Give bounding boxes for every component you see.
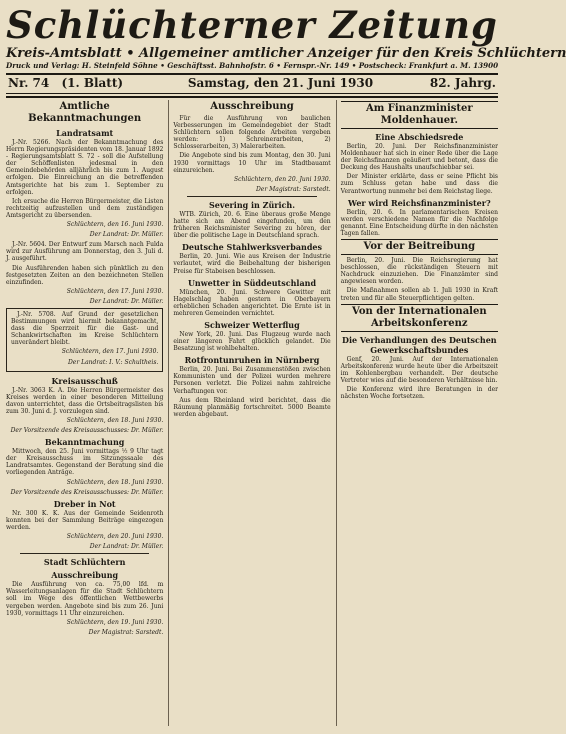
notice-date: Schlüchtern, den 18. Juni 1930. [66,478,164,486]
article-text: Die Maßnahmen sollen ab 1. Juli 1930 in Kraft treten und für alle Steuerpflichtigen gelten. [340,287,498,302]
notice-text: J.-Nr. 5604. Der Entwurf zum Marsch nach Fulda wird zur Ausführung am Donnerstag, den 3. Juli d. J. ausgeführt. [6,241,164,263]
subsection-heading: Bekanntmachung [44,437,125,448]
notice-signature: Der Landrat: Dr. Müller. [89,297,164,305]
notice-signature: Der Landrat: Dr. Müller. [89,543,164,551]
article-subheading: Die Verhandlungen des Deutschen Gewerkschaftsbundes [342,334,497,355]
article-text: Die Angebote sind bis zum Montag, den 30. Juni 1930 vormittags 10 Uhr im Stadtbauamt einzureichen. [173,152,331,174]
masthead [6,3,566,71]
section-divider [20,553,149,554]
article-heading: Vor der Beitreibung [341,239,498,255]
article-text: Für die Ausführung von baulichen Verbesserungen im Gemeindegebiet der Stadt Schlüchtern sollen folgende Arbeiten vergeben werden: 1) Schreinerarbeiten, 2) Schlosserarbeiten, 3) Malerarbeiten. [173,115,331,151]
subsection-heading: Stadt Schlüchtern [43,557,126,568]
notice-signature: Der Vorsitzende des Kreisausschusses: Dr. Müller. [10,488,164,496]
notice-date: Schlüchtern, den 18. Juni 1930. [66,417,164,424]
dateline-rule [6,93,498,94]
newspaper-title: Schlüchterner Zeitung [6,3,498,47]
article-text: WTB. Zürich, 20. 6. Eine überaus große Menge hatte sich am Abend eingefunden, um den früheren Reichsminister Severing zu hören, der über die politische Lage in Deutschland sprach. [173,210,331,240]
section-divider [187,196,316,197]
article-heading: Deutsche Stahlwerksverbandes [181,242,323,253]
notice-text: J.-Nr. 3063 K. A. Die Herren Bürgermeister des Kreises werden in einer besonderen Mitteilung davon unterrichtet, dass die Ortsbeitragslisten bis zum 30. Juni d. J. vorzulegen sind. [6,386,164,415]
notice-date: Schlüchtern, den 20. Juni 1930. [66,533,164,541]
subsection-heading: Dreber in Not [53,498,116,509]
notice-signature: Der Magistrat: Sarstedt. [88,628,164,636]
article-columns [6,100,498,726]
subsection-heading: Kreisausschuß [51,375,118,386]
article-text: München, 20. Juni. Schwere Gewitter mit Hagelschlag haben gestern in Oberbayern erheblichen Schaden angerichtet. Die Ernte ist in mehreren Gemeinden vernichtet. [173,288,331,317]
dateline-rule-bottom [6,96,498,98]
notice-signature: Der Vorsitzende des Kreisausschusses: Dr. Müller. [10,427,164,435]
article-heading: Von der Internationalen Arbeitskonferenz [341,304,498,332]
article-text: Berlin, 20. Juni. Bei Zusammenstößen zwischen Kommunisten und der Polizei wurden mehrere Personen verletzt. Die Polizei nahm zahlreiche Verhaftungen vor. [173,366,331,395]
column-politics [336,100,498,726]
notice-text: Ich ersuche die Herren Bürgermeister, die Listen rechtzeitig aufzustellen und dem zuständigen Amtsgericht zu übersenden. [6,197,164,219]
notice-date: Schlüchtern, den 17. Juni 1930. [61,348,159,356]
notice-text: J.-Nr. 5708. Auf Grund der gesetzlichen Bestimmungen wird hiermit bekanntgemacht, dass die Sperrzeit für die Gast- und Schankwirtschaften im Kreise Schlüchtern unverändert bleibt. [11,310,159,347]
sheet-label: (1. Blatt) [61,76,124,90]
article-text: Genf, 20. Juni. Auf der Internationalen Arbeitskonferenz wurde heute über die Arbeitszeit im Kohlenbergbau verhandelt. Der deutsche Vertreter wies auf die besonderen Verhältnisse hin. [340,355,498,384]
boxed-notice [6,308,163,372]
article-text: Berlin, 20. 6. In parlamentarischen Kreisen werden verschiedene Namen für die Nachfolge genannt. Eine Entscheidung dürfte in den nächsten Tagen fallen. [340,208,498,237]
notice-date: Schlüchtern, den 20. Juni 1930. [234,175,331,183]
notice-text: Die Ausführenden haben sich pünktlich zu den festgesetzten Zeiten an den bezeichneten Stellen einzufinden. [6,264,164,286]
notice-signature: Der Landrat: Dr. Müller. [89,231,164,239]
notice-text: Mittwoch, den 25. Juni vormittags ½ 9 Uhr tagt der Kreisausschuss im Sitzungssaale des Landratsamtes. Gegenstand der Beratung sind die vorliegenden Anträge. [6,448,164,477]
newspaper-subtitle: Kreis-Amtsblatt • Allgemeiner amtlicher Anzeiger für den Kreis Schlüchtern [6,46,566,61]
subsection-heading: Ausschreibung [51,570,119,581]
article-heading: Schweizer Wetterflug [204,319,300,330]
notice-date: Schlüchtern, den 16. Juni 1930. [66,221,164,229]
article-heading: Severing in Zürich. [208,199,296,210]
article-text: Berlin, 20. Juni. Die Reichsregierung hat beschlossen, die rückständigen Steuern mit Nachdruck einzuziehen. Die Finanzämter sind angewiesen worden. [340,257,498,286]
notice-signature: Der Landrat: I. V.: Schultheis. [67,358,159,366]
issue-date: Samstag, den 21. Juni 1930 [187,76,374,90]
notice-text: Nr. 300 K. K. Aus der Gemeinde Seidenroth konnten bei der Sammlung Beiträge eingezogen werden. [6,509,164,531]
article-subheading: Eine Abschiedsrede [375,132,464,142]
article-heading: Unwetter in Süddeutschland [187,277,317,288]
notice-date: Schlüchtern, den 17. Juni 1930. [66,287,164,295]
section-heading: Ausschreibung [210,101,294,112]
dateline [6,75,498,92]
article-text: Der Minister erklärte, dass er seine Pflicht bis zum Schluss getan habe und dass die Verantwortung nunmehr bei dem Reichstag liege. [340,173,498,195]
article-text: Berlin, 20. Juni. Der Reichsfinanzminister Moldenhauer hat sich in einer Rede über die Lage der Reichsfinanzen geäußert und betont, dass die Deckung des Haushalts unaufschiebbar sei. [340,143,498,172]
publisher-line: Druck und Verlag: H. Steinfeld Söhne • Geschäftsst. Bahnhofstr. 6 • Fernspr.-Nr. 149 • Postscheck: Frankfurt a. M. 13900 [6,61,499,70]
notice-text: J.-Nr. 5266. Nach der Bekanntmachung des Herrn Regierungspräsidenten vom 18. Januar 1892 - Regierungsamtsblatt S. 72 - soll die Aufstellung der Schöffenlisten jedesmal in den Gemeindebehörden alljährlich bis zum 1. August erfolgen. Die Einreichung an die betreffenden Amtsgerichte hat bis zum 1. September zu erfolgen. [6,139,164,196]
article-text: Die Konferenz wird ihre Beratungen in der nächsten Woche fortsetzen. [340,385,498,401]
article-heading: Wer wird Reichsfinanzminister? [348,197,491,208]
subsection-heading: Landratsamt [56,128,114,138]
issue-number: Nr. 74 [8,76,50,90]
article-text: New York, 20. Juni. Das Flugzeug wurde nach einer längeren Fahrt glücklich gelandet. Die Besatzung ist wohlbehalten. [173,330,331,353]
notice-text: Die Ausführung von ca. 75,00 lfd. m Wasserleitungsanlagen für die Stadt Schlüchtern soll im Wege des öffentlichen Wettbewerbs vergeben werden. Angebote sind bis zum 26. Juni 1930, vormittags 11 Uhr einzureichen. [6,581,164,617]
notice-signature: Der Magistrat: Sarstedt. [256,185,331,193]
article-text: Aus dem Rheinland wird berichtet, dass die Räumung planmäßig fortschreitet. 5000 Beamte werden abgebaut. [173,396,331,418]
article-text: Berlin, 20. Juni. Wie aus Kreisen der Industrie verlautet, wird die Beibehaltung der bisherigen Preise für Stabeisen beschlossen. [173,253,331,275]
notice-date: Schlüchtern, den 19. Juni 1930. [66,618,164,626]
article-heading: Rotfrontunruhen in Nürnberg [184,355,320,366]
column-official-notices [6,100,163,726]
article-heading: Am Finanzminister Moldenhauer. [341,101,498,129]
column-news [168,100,330,726]
section-heading: Amtliche Bekanntmachungen [28,101,142,124]
volume-label: 82. Jahrg. [429,76,496,90]
